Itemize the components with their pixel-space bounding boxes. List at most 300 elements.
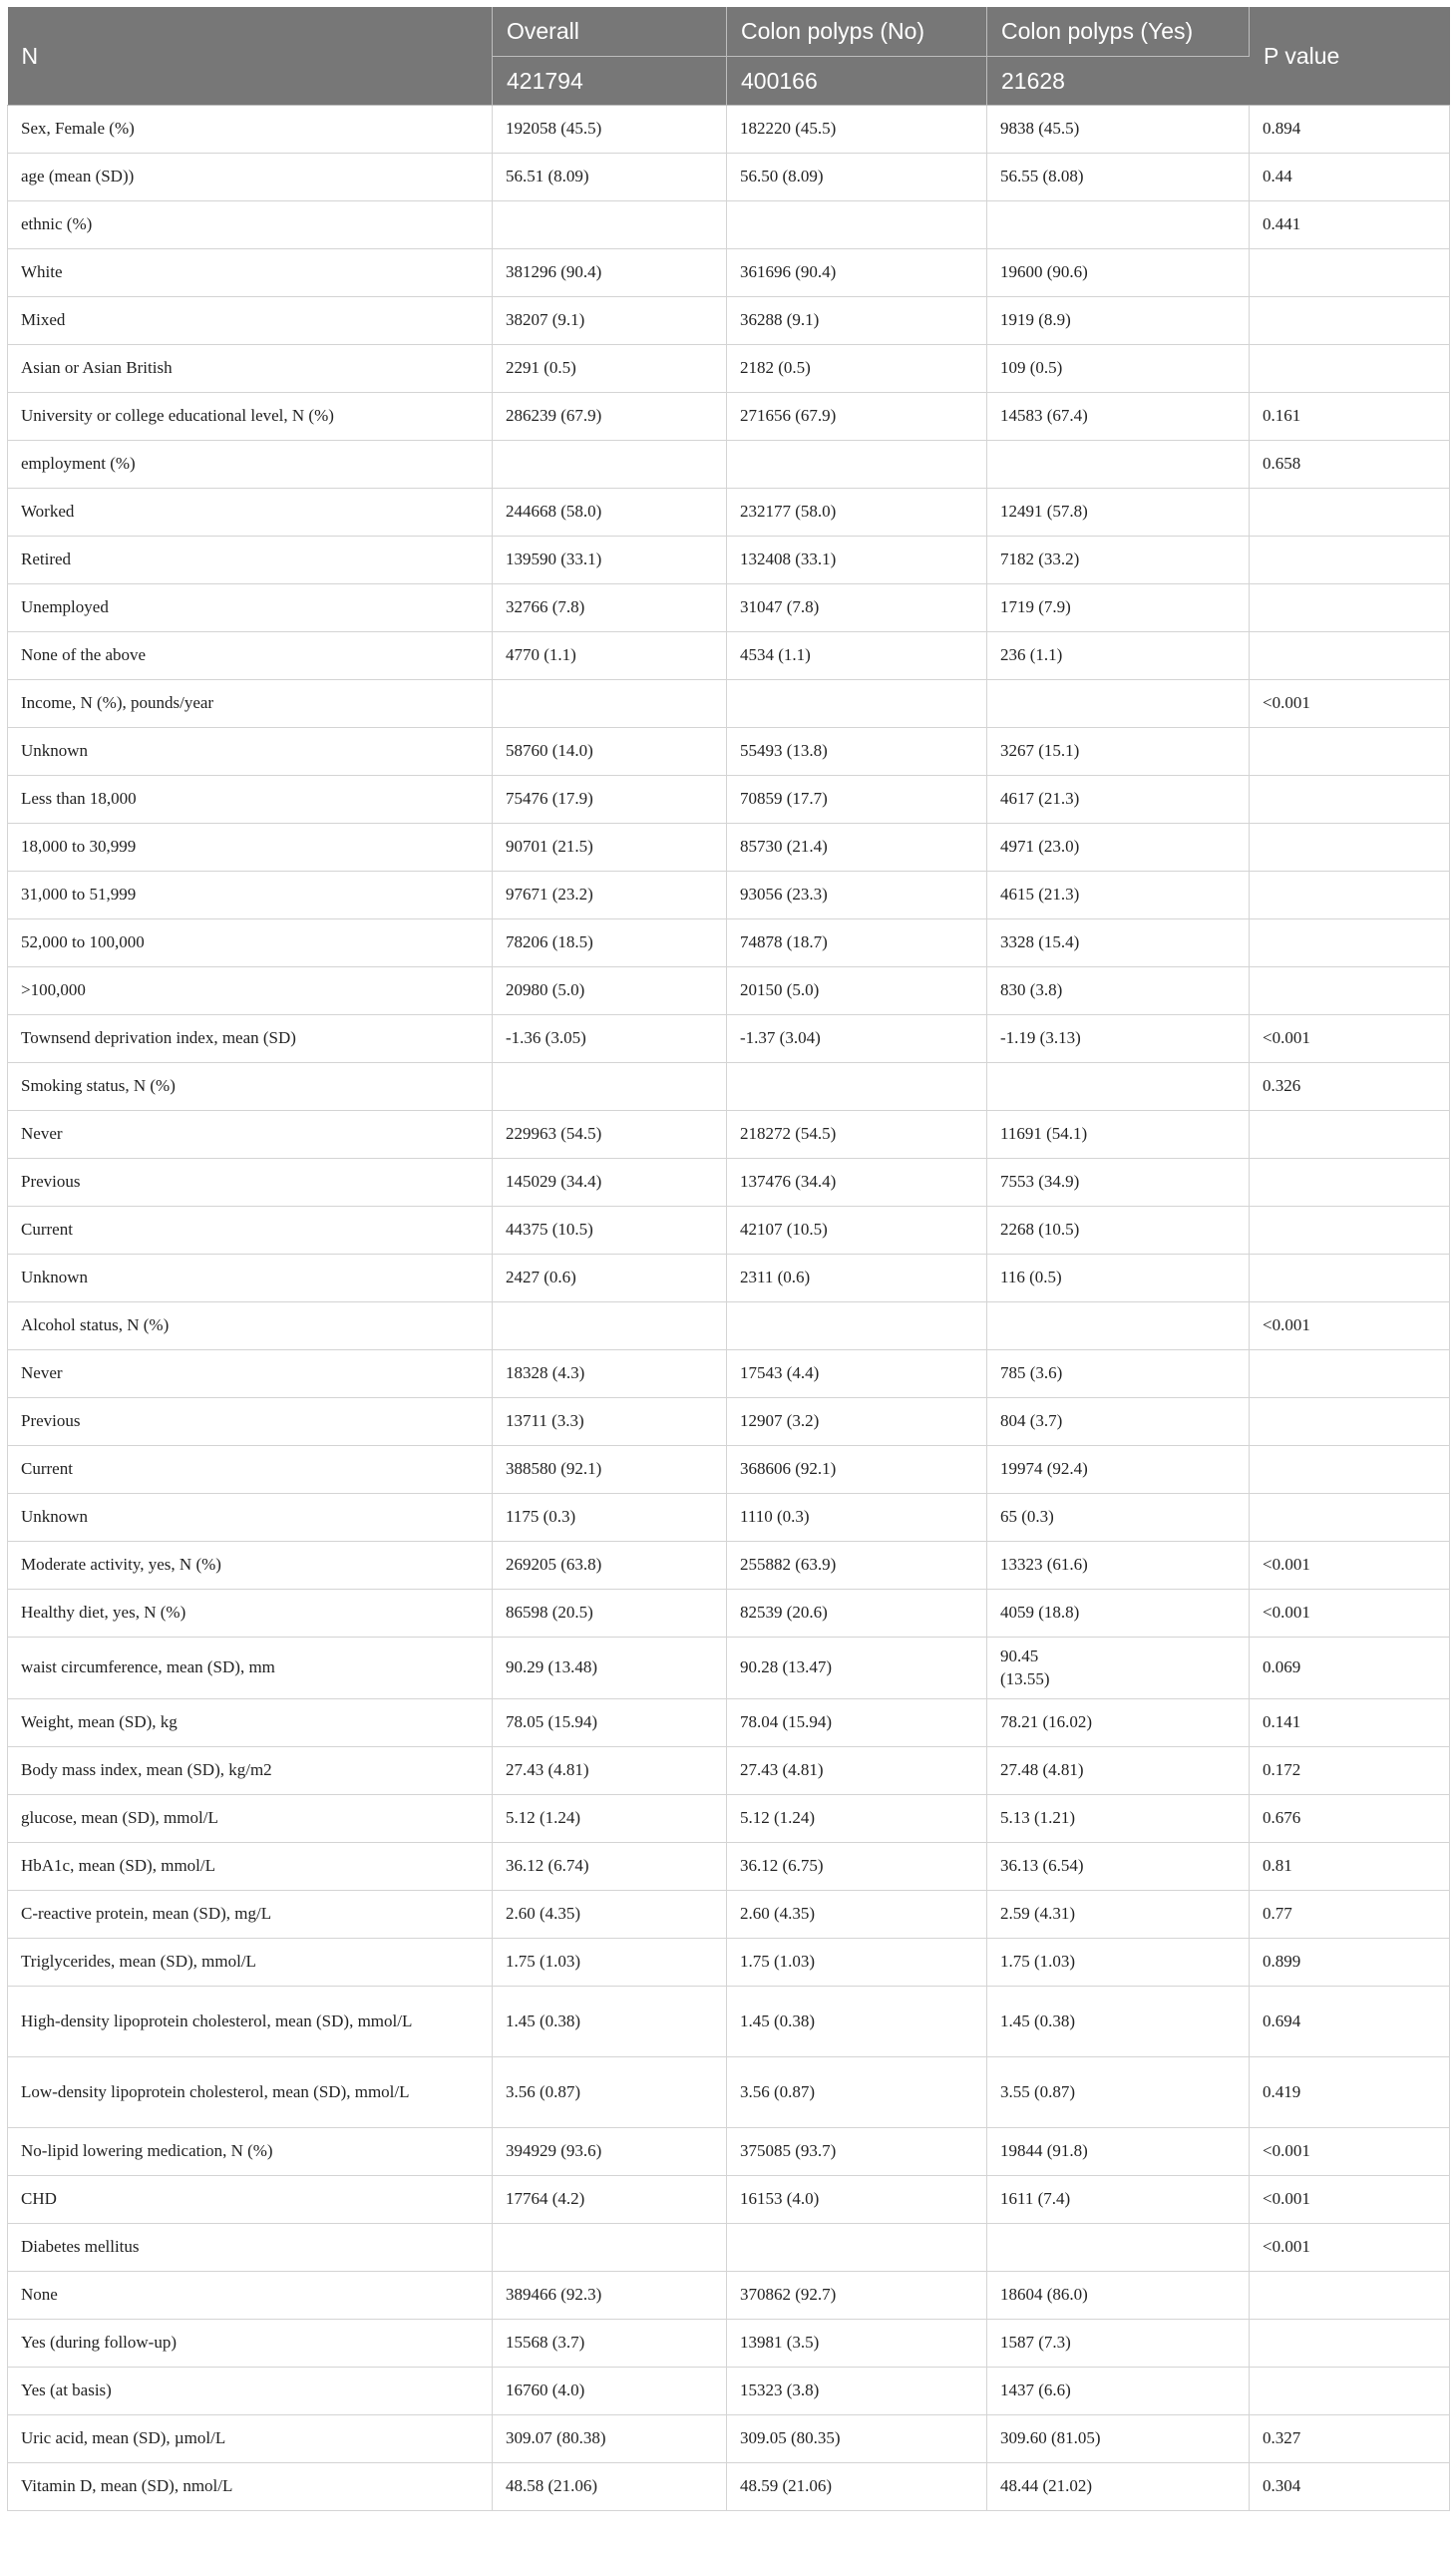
polyps-no-cell [727,441,987,489]
table-row [8,1987,1450,2057]
row-label-cell: Low-density lipoprotein cholesterol, mean (SD), mmol/L [8,2057,493,2128]
polyps-yes-cell: 804 (3.7) [987,1398,1250,1446]
table-body [8,106,1450,2511]
polyps-yes-cell: 7553 (34.9) [987,1159,1250,1207]
table-row [8,728,1450,776]
table-row [8,537,1450,584]
row-label-cell: Previous [8,1398,493,1446]
p-value-cell [1250,537,1450,584]
row-label-cell: 31,000 to 51,999 [8,872,493,919]
row-label-cell: HbA1c, mean (SD), mmol/L [8,1843,493,1891]
polyps-no-cell: 3.56 (0.87) [727,2057,987,2128]
polyps-yes-cell: 1.45 (0.38) [987,1987,1250,2057]
overall-cell: 139590 (33.1) [493,537,727,584]
overall-cell [493,2224,727,2272]
table-header [8,7,1450,106]
polyps-no-cell: 182220 (45.5) [727,106,987,154]
p-value-cell: 0.44 [1250,154,1450,201]
polyps-yes-cell: 785 (3.6) [987,1350,1250,1398]
polyps-yes-cell: 78.21 (16.02) [987,1699,1250,1747]
polyps-yes-cell: 236 (1.1) [987,632,1250,680]
row-label-cell: employment (%) [8,441,493,489]
p-value-cell: 0.694 [1250,1987,1450,2057]
overall-cell: -1.36 (3.05) [493,1015,727,1063]
polyps-no-cell: 70859 (17.7) [727,776,987,824]
table-row [8,1015,1450,1063]
polyps-yes-cell: 3328 (15.4) [987,919,1250,967]
p-value-cell: 0.676 [1250,1795,1450,1843]
polyps-no-cell: 36.12 (6.75) [727,1843,987,1891]
table-row [8,2463,1450,2511]
baseline-characteristics-table-container [7,7,1449,2511]
polyps-no-cell: 4534 (1.1) [727,632,987,680]
p-value-cell [1250,1207,1450,1255]
p-value-cell: <0.001 [1250,1302,1450,1350]
p-value-cell [1250,1494,1450,1542]
overall-cell: 97671 (23.2) [493,872,727,919]
table-row [8,1207,1450,1255]
overall-cell: 269205 (63.8) [493,1542,727,1590]
row-label-cell: Townsend deprivation index, mean (SD) [8,1015,493,1063]
polyps-no-cell [727,680,987,728]
row-label-cell: Less than 18,000 [8,776,493,824]
row-label-cell: White [8,249,493,297]
polyps-yes-cell: 2268 (10.5) [987,1207,1250,1255]
overall-cell: 20980 (5.0) [493,967,727,1015]
p-value-cell [1250,1255,1450,1302]
p-value-cell: <0.001 [1250,1542,1450,1590]
polyps-no-cell: 132408 (33.1) [727,537,987,584]
polyps-no-cell: 375085 (93.7) [727,2128,987,2176]
p-value-cell [1250,2368,1450,2415]
polyps-no-cell: -1.37 (3.04) [727,1015,987,1063]
row-label-cell: CHD [8,2176,493,2224]
table-row [8,2176,1450,2224]
table-row [8,1843,1450,1891]
p-value-cell [1250,776,1450,824]
p-value-cell [1250,967,1450,1015]
overall-cell: 90.29 (13.48) [493,1638,727,1699]
polyps-no-cell [727,1063,987,1111]
polyps-yes-cell: 48.44 (21.02) [987,2463,1250,2511]
row-label-cell: Healthy diet, yes, N (%) [8,1590,493,1638]
table-row [8,824,1450,872]
row-label-cell: University or college educational level, N (%) [8,393,493,441]
polyps-no-cell: 42107 (10.5) [727,1207,987,1255]
polyps-no-cell: 90.28 (13.47) [727,1638,987,1699]
p-value-cell: 0.81 [1250,1843,1450,1891]
overall-cell: 192058 (45.5) [493,106,727,154]
overall-cell: 394929 (93.6) [493,2128,727,2176]
overall-cell [493,1063,727,1111]
overall-cell [493,680,727,728]
row-label-cell: Asian or Asian British [8,345,493,393]
table-row [8,1398,1450,1446]
polyps-yes-cell: 90.45 (13.55) [987,1638,1250,1699]
row-label-cell: Weight, mean (SD), kg [8,1699,493,1747]
overall-cell: 90701 (21.5) [493,824,727,872]
p-value-cell: <0.001 [1250,2128,1450,2176]
overall-cell: 36.12 (6.74) [493,1843,727,1891]
row-label-cell: waist circumference, mean (SD), mm [8,1638,493,1699]
overall-cell: 1175 (0.3) [493,1494,727,1542]
overall-cell: 244668 (58.0) [493,489,727,537]
polyps-no-cell [727,1302,987,1350]
polyps-no-cell: 1.45 (0.38) [727,1987,987,2057]
table-row [8,2272,1450,2320]
row-label-cell: Current [8,1207,493,1255]
polyps-yes-cell: 2.59 (4.31) [987,1891,1250,1939]
table-row [8,154,1450,201]
row-label-cell: C-reactive protein, mean (SD), mg/L [8,1891,493,1939]
polyps-no-cell: 55493 (13.8) [727,728,987,776]
p-value-cell [1250,728,1450,776]
polyps-no-cell: 74878 (18.7) [727,919,987,967]
p-value-cell [1250,1159,1450,1207]
polyps-yes-cell [987,2224,1250,2272]
polyps-no-cell: 56.50 (8.09) [727,154,987,201]
polyps-no-cell: 255882 (63.9) [727,1542,987,1590]
p-value-cell [1250,297,1450,345]
row-label-cell: ethnic (%) [8,201,493,249]
polyps-yes-cell: 1719 (7.9) [987,584,1250,632]
polyps-yes-cell [987,1302,1250,1350]
polyps-yes-cell: 4059 (18.8) [987,1590,1250,1638]
table-row [8,872,1450,919]
polyps-yes-cell: 1587 (7.3) [987,2320,1250,2368]
row-label-cell: Previous [8,1159,493,1207]
row-label-cell: High-density lipoprotein cholesterol, mean (SD), mmol/L [8,1987,493,2057]
polyps-no-cell: 1.75 (1.03) [727,1939,987,1987]
row-label-cell: 52,000 to 100,000 [8,919,493,967]
polyps-no-cell: 2311 (0.6) [727,1255,987,1302]
table-row [8,1795,1450,1843]
polyps-no-cell: 361696 (90.4) [727,249,987,297]
table-row [8,489,1450,537]
row-label-cell: Current [8,1446,493,1494]
header-count-polyps-no: 400166 [727,57,987,106]
p-value-cell [1250,489,1450,537]
row-label-cell: Vitamin D, mean (SD), nmol/L [8,2463,493,2511]
baseline-characteristics-table [7,7,1450,2511]
table-row [8,345,1450,393]
overall-cell: 48.58 (21.06) [493,2463,727,2511]
p-value-cell: 0.326 [1250,1063,1450,1111]
polyps-no-cell: 36288 (9.1) [727,297,987,345]
overall-cell: 78.05 (15.94) [493,1699,727,1747]
row-label-cell: Uric acid, mean (SD), µmol/L [8,2415,493,2463]
polyps-yes-cell: 56.55 (8.08) [987,154,1250,201]
polyps-yes-cell: 3267 (15.1) [987,728,1250,776]
polyps-no-cell: 82539 (20.6) [727,1590,987,1638]
row-label-cell: Alcohol status, N (%) [8,1302,493,1350]
polyps-no-cell: 85730 (21.4) [727,824,987,872]
polyps-yes-cell: 4971 (23.0) [987,824,1250,872]
polyps-yes-cell [987,441,1250,489]
polyps-no-cell: 309.05 (80.35) [727,2415,987,2463]
p-value-cell: <0.001 [1250,1015,1450,1063]
p-value-cell [1250,872,1450,919]
polyps-yes-cell: 14583 (67.4) [987,393,1250,441]
overall-cell: 1.45 (0.38) [493,1987,727,2057]
p-value-cell: 0.441 [1250,201,1450,249]
row-label-cell: Yes (during follow-up) [8,2320,493,2368]
row-label-cell: Never [8,1111,493,1159]
table-row [8,1159,1450,1207]
table-row [8,1939,1450,1987]
overall-cell: 2291 (0.5) [493,345,727,393]
p-value-cell: 0.77 [1250,1891,1450,1939]
polyps-yes-cell: 11691 (54.1) [987,1111,1250,1159]
polyps-no-cell: 12907 (3.2) [727,1398,987,1446]
p-value-cell: 0.658 [1250,441,1450,489]
p-value-cell [1250,249,1450,297]
table-row [8,1494,1450,1542]
overall-cell: 3.56 (0.87) [493,2057,727,2128]
polyps-no-cell: 368606 (92.1) [727,1446,987,1494]
overall-cell [493,441,727,489]
p-value-cell: 0.069 [1250,1638,1450,1699]
table-row [8,2368,1450,2415]
overall-cell: 5.12 (1.24) [493,1795,727,1843]
row-label-cell: Never [8,1350,493,1398]
overall-cell: 16760 (4.0) [493,2368,727,2415]
overall-cell: 2427 (0.6) [493,1255,727,1302]
polyps-yes-cell: 1919 (8.9) [987,297,1250,345]
polyps-no-cell: 93056 (23.3) [727,872,987,919]
polyps-no-cell [727,201,987,249]
table-row [8,2057,1450,2128]
table-row [8,1638,1450,1699]
overall-cell [493,201,727,249]
row-label-cell: Triglycerides, mean (SD), mmol/L [8,1939,493,1987]
overall-cell: 389466 (92.3) [493,2272,727,2320]
p-value-cell [1250,345,1450,393]
table-row [8,776,1450,824]
polyps-yes-cell: 1437 (6.6) [987,2368,1250,2415]
p-value-cell [1250,1350,1450,1398]
polyps-yes-cell: 19844 (91.8) [987,2128,1250,2176]
overall-cell: 2.60 (4.35) [493,1891,727,1939]
polyps-yes-cell [987,201,1250,249]
table-row [8,2128,1450,2176]
table-row [8,393,1450,441]
polyps-no-cell: 78.04 (15.94) [727,1699,987,1747]
row-label-cell: Moderate activity, yes, N (%) [8,1542,493,1590]
row-label-cell: glucose, mean (SD), mmol/L [8,1795,493,1843]
p-value-cell [1250,1111,1450,1159]
overall-cell [493,1302,727,1350]
p-value-cell: 0.894 [1250,106,1450,154]
table-row [8,1747,1450,1795]
table-row [8,1063,1450,1111]
table-row [8,106,1450,154]
p-value-cell: 0.327 [1250,2415,1450,2463]
row-label-cell: >100,000 [8,967,493,1015]
polyps-no-cell: 13981 (3.5) [727,2320,987,2368]
polyps-no-cell: 20150 (5.0) [727,967,987,1015]
polyps-yes-cell [987,1063,1250,1111]
table-row [8,1350,1450,1398]
header-p-value: P value [1250,7,1450,106]
row-label-cell: Income, N (%), pounds/year [8,680,493,728]
p-value-cell [1250,1398,1450,1446]
overall-cell: 309.07 (80.38) [493,2415,727,2463]
header-count-polyps-yes: 21628 [987,57,1250,106]
polyps-no-cell: 5.12 (1.24) [727,1795,987,1843]
overall-cell: 38207 (9.1) [493,297,727,345]
table-row [8,1699,1450,1747]
header-row-label: N [8,7,493,106]
table-row [8,2224,1450,2272]
polyps-no-cell: 17543 (4.4) [727,1350,987,1398]
overall-cell: 388580 (92.1) [493,1446,727,1494]
row-label-cell: Unknown [8,1494,493,1542]
table-row [8,1446,1450,1494]
overall-cell: 18328 (4.3) [493,1350,727,1398]
table-row [8,967,1450,1015]
overall-cell: 78206 (18.5) [493,919,727,967]
polyps-yes-cell: 1611 (7.4) [987,2176,1250,2224]
p-value-cell: <0.001 [1250,1590,1450,1638]
overall-cell: 58760 (14.0) [493,728,727,776]
row-label-cell: 18,000 to 30,999 [8,824,493,872]
overall-cell: 44375 (10.5) [493,1207,727,1255]
overall-cell: 229963 (54.5) [493,1111,727,1159]
p-value-cell [1250,2320,1450,2368]
overall-cell: 1.75 (1.03) [493,1939,727,1987]
polyps-yes-cell: -1.19 (3.13) [987,1015,1250,1063]
row-label-cell: Body mass index, mean (SD), kg/m2 [8,1747,493,1795]
p-value-cell: 0.899 [1250,1939,1450,1987]
polyps-yes-cell: 109 (0.5) [987,345,1250,393]
overall-cell: 32766 (7.8) [493,584,727,632]
polyps-yes-cell: 18604 (86.0) [987,2272,1250,2320]
polyps-no-cell: 2.60 (4.35) [727,1891,987,1939]
table-row [8,1891,1450,1939]
row-label-cell: age (mean (SD)) [8,154,493,201]
header-col-overall: Overall [493,7,727,57]
polyps-yes-cell: 4615 (21.3) [987,872,1250,919]
p-value-cell: 0.172 [1250,1747,1450,1795]
p-value-cell [1250,584,1450,632]
table-row [8,584,1450,632]
table-row [8,201,1450,249]
p-value-cell [1250,632,1450,680]
row-label-cell: Sex, Female (%) [8,106,493,154]
p-value-cell: <0.001 [1250,680,1450,728]
table-row [8,249,1450,297]
overall-cell: 27.43 (4.81) [493,1747,727,1795]
polyps-yes-cell: 13323 (61.6) [987,1542,1250,1590]
table-row [8,1111,1450,1159]
row-label-cell: Retired [8,537,493,584]
overall-cell: 17764 (4.2) [493,2176,727,2224]
table-row [8,1302,1450,1350]
polyps-yes-cell: 116 (0.5) [987,1255,1250,1302]
polyps-yes-cell: 4617 (21.3) [987,776,1250,824]
p-value-cell: <0.001 [1250,2176,1450,2224]
polyps-yes-cell [987,680,1250,728]
row-label-cell: None of the above [8,632,493,680]
table-row [8,441,1450,489]
p-value-cell [1250,824,1450,872]
row-label-cell: Smoking status, N (%) [8,1063,493,1111]
overall-cell: 75476 (17.9) [493,776,727,824]
p-value-cell: 0.419 [1250,2057,1450,2128]
overall-cell: 286239 (67.9) [493,393,727,441]
overall-cell: 4770 (1.1) [493,632,727,680]
polyps-no-cell: 218272 (54.5) [727,1111,987,1159]
table-row [8,680,1450,728]
overall-cell: 145029 (34.4) [493,1159,727,1207]
polyps-no-cell: 271656 (67.9) [727,393,987,441]
row-label-cell: No-lipid lowering medication, N (%) [8,2128,493,2176]
row-label-cell: None [8,2272,493,2320]
row-label-cell: Unknown [8,1255,493,1302]
p-value-cell [1250,919,1450,967]
p-value-cell: 0.304 [1250,2463,1450,2511]
polyps-yes-cell: 309.60 (81.05) [987,2415,1250,2463]
polyps-yes-cell: 1.75 (1.03) [987,1939,1250,1987]
p-value-cell: 0.141 [1250,1699,1450,1747]
polyps-yes-cell: 19974 (92.4) [987,1446,1250,1494]
polyps-no-cell [727,2224,987,2272]
p-value-cell: 0.161 [1250,393,1450,441]
polyps-yes-cell: 830 (3.8) [987,967,1250,1015]
overall-cell: 15568 (3.7) [493,2320,727,2368]
table-row [8,632,1450,680]
polyps-no-cell: 31047 (7.8) [727,584,987,632]
polyps-no-cell: 15323 (3.8) [727,2368,987,2415]
overall-cell: 13711 (3.3) [493,1398,727,1446]
polyps-no-cell: 16153 (4.0) [727,2176,987,2224]
p-value-cell [1250,1446,1450,1494]
polyps-yes-cell: 7182 (33.2) [987,537,1250,584]
polyps-yes-cell: 65 (0.3) [987,1494,1250,1542]
polyps-no-cell: 137476 (34.4) [727,1159,987,1207]
polyps-no-cell: 370862 (92.7) [727,2272,987,2320]
header-col-polyps-yes: Colon polyps (Yes) [987,7,1250,57]
polyps-no-cell: 2182 (0.5) [727,345,987,393]
polyps-yes-cell: 27.48 (4.81) [987,1747,1250,1795]
table-row [8,919,1450,967]
polyps-yes-cell: 3.55 (0.87) [987,2057,1250,2128]
row-label-cell: Mixed [8,297,493,345]
polyps-no-cell: 48.59 (21.06) [727,2463,987,2511]
polyps-no-cell: 27.43 (4.81) [727,1747,987,1795]
polyps-yes-cell: 5.13 (1.21) [987,1795,1250,1843]
row-label-cell: Unemployed [8,584,493,632]
polyps-no-cell: 1110 (0.3) [727,1494,987,1542]
overall-cell: 381296 (90.4) [493,249,727,297]
row-label-cell: Yes (at basis) [8,2368,493,2415]
polyps-yes-cell: 12491 (57.8) [987,489,1250,537]
table-row [8,297,1450,345]
table-row [8,1255,1450,1302]
polyps-no-cell: 232177 (58.0) [727,489,987,537]
table-row [8,1542,1450,1590]
table-row [8,1590,1450,1638]
row-label-cell: Worked [8,489,493,537]
p-value-cell: <0.001 [1250,2224,1450,2272]
table-row [8,2320,1450,2368]
row-label-cell: Unknown [8,728,493,776]
overall-cell: 86598 (20.5) [493,1590,727,1638]
polyps-yes-cell: 9838 (45.5) [987,106,1250,154]
header-count-overall: 421794 [493,57,727,106]
row-label-cell: Diabetes mellitus [8,2224,493,2272]
